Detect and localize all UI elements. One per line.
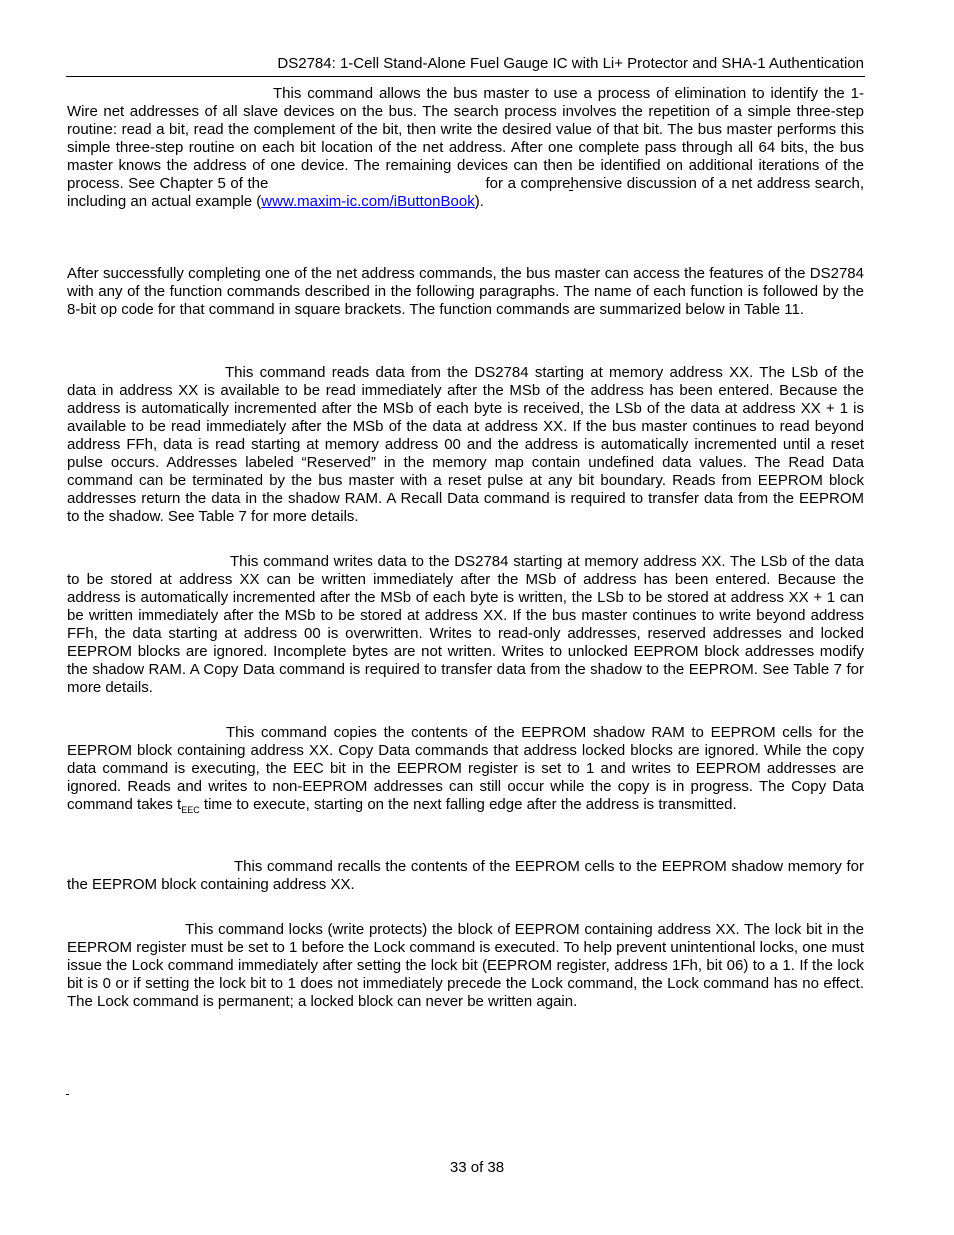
write-data-text: This command writes data to the DS2784 starting at memory address XX. The LSb of the data to be stored at address XX can be written immediately after the MSb of address has been entered. Because the address is automatically incremented after the MSb of each byte is written, the LSb to be stored at address XX + 1 can be written immediately after the MSb to be stored at address XX. If the bus master continues to write beyond address FFh, the data starting at address 00 is overwritten. Writes to read-only addresses, reserved addresses and locked EEPROM blocks are ignored. Incomplete bytes are not written. Writes to unlocked EEPROM block addresses modify the shadow RAM. A Copy Data command is required to transfer data from the shadow to the EEPROM. See Table 7 for more details. [67, 553, 864, 696]
recall-data-text: This command recalls the contents of the EEPROM cells to the EEPROM shadow memory for the EEPROM block containing address XX. [67, 858, 864, 893]
header-rule [66, 76, 865, 77]
footnote-mark [66, 1094, 69, 1095]
ibutton-book-link[interactable]: www.maxim-ic.com/iButtonBook [261, 193, 475, 210]
search-rom-paragraph [67, 85, 864, 211]
copy-data-paragraph [67, 724, 864, 814]
read-data-text: This command reads data from the DS2784 starting at memory address XX. The LSb of the data in address XX is available to be read immediately after the MSb of the address has been entered. Because the address is automatically incremented after the MSb of each byte is received, the LSb of the data at address XX + 1 is available to be read immediately after the MSb of the data at address XX. If the bus master continues to read beyond address FFh, data is read starting at memory address 00 and the address is automatically incremented until a reset pulse occurs. Addresses labeled “Reserved” in the memory map contain undefined data values. The Read Data command can be terminated by the bus master with a reset pulse at any bit boundary. Reads from EEPROM block addresses return the data in the shadow RAM. A Recall Data command is required to transfer data from the EEPROM to the shadow. See Table 7 for more details. [67, 364, 864, 525]
function-intro-paragraph: After successfully completing one of the net address commands, the bus master can access the features of the DS2784 with any of the function commands described in the following paragraphs. The name of each function is followed by the 8-bit op code for that command in square brackets. The function commands are summarized below in Table 11. [67, 265, 864, 318]
write-data-paragraph [67, 553, 864, 697]
search-rom-text-mid: for a comprehensive discussion of a net address search, including an actual example ( [67, 175, 864, 210]
lock-paragraph [67, 921, 864, 1011]
recall-data-paragraph [67, 858, 864, 894]
copy-data-text: This command copies the contents of the EEPROM shadow RAM to EEPROM cells for the EEPROM block containing address XX. Copy Data commands that address locked blocks are ignored. While the copy data command is executing, the EEC bit in the EEPROM register is set to 1 and writes to EEPROM addresses are ignored. Reads and writes to non-EEPROM addresses can still occur while the copy is in progress. The Copy Data command takes t [67, 724, 864, 813]
underline-mark [569, 190, 573, 191]
eec-subscript: EEC [181, 805, 200, 815]
page-number: 33 of 38 [449, 1159, 505, 1176]
copy-data-text-after: time to execute, starting on the next falling edge after the address is transmitted. [199, 796, 737, 813]
search-rom-text-end: ). [474, 193, 484, 210]
search-rom-text: This command allows the bus master to use a process of elimination to identify the 1-Wire net addresses of all slave devices on the bus. The search process involves the repetition of a simple three-step routine: read a bit, read the complement of the bit, then write the desired value of that bit. The bus master performs this simple three-step routine on each bit location of the net address. After one complete pass through all 64 bits, the bus master knows the address of one device. The remaining devices can then be identified on additional iterations of the process. See Chapter 5 of the [67, 85, 864, 192]
read-data-paragraph [67, 364, 864, 526]
lock-text: This command locks (write protects) the block of EEPROM containing address XX. The lock bit in the EEPROM register must be set to 1 before the Lock command is executed. To help prevent unintentional locks, one must issue the Lock command immediately after setting the lock bit (EEPROM register, address 1Fh, bit 06) to a 1. If the lock bit is 0 or if setting the lock bit to 1 does not immediately precede the Lock command, the Lock command has no effect. The Lock command is permanent; a locked block can never be written again. [67, 921, 864, 1010]
page-header: DS2784: 1-Cell Stand-Alone Fuel Gauge IC with Li+ Protector and SHA-1 Authentication [277, 55, 864, 72]
